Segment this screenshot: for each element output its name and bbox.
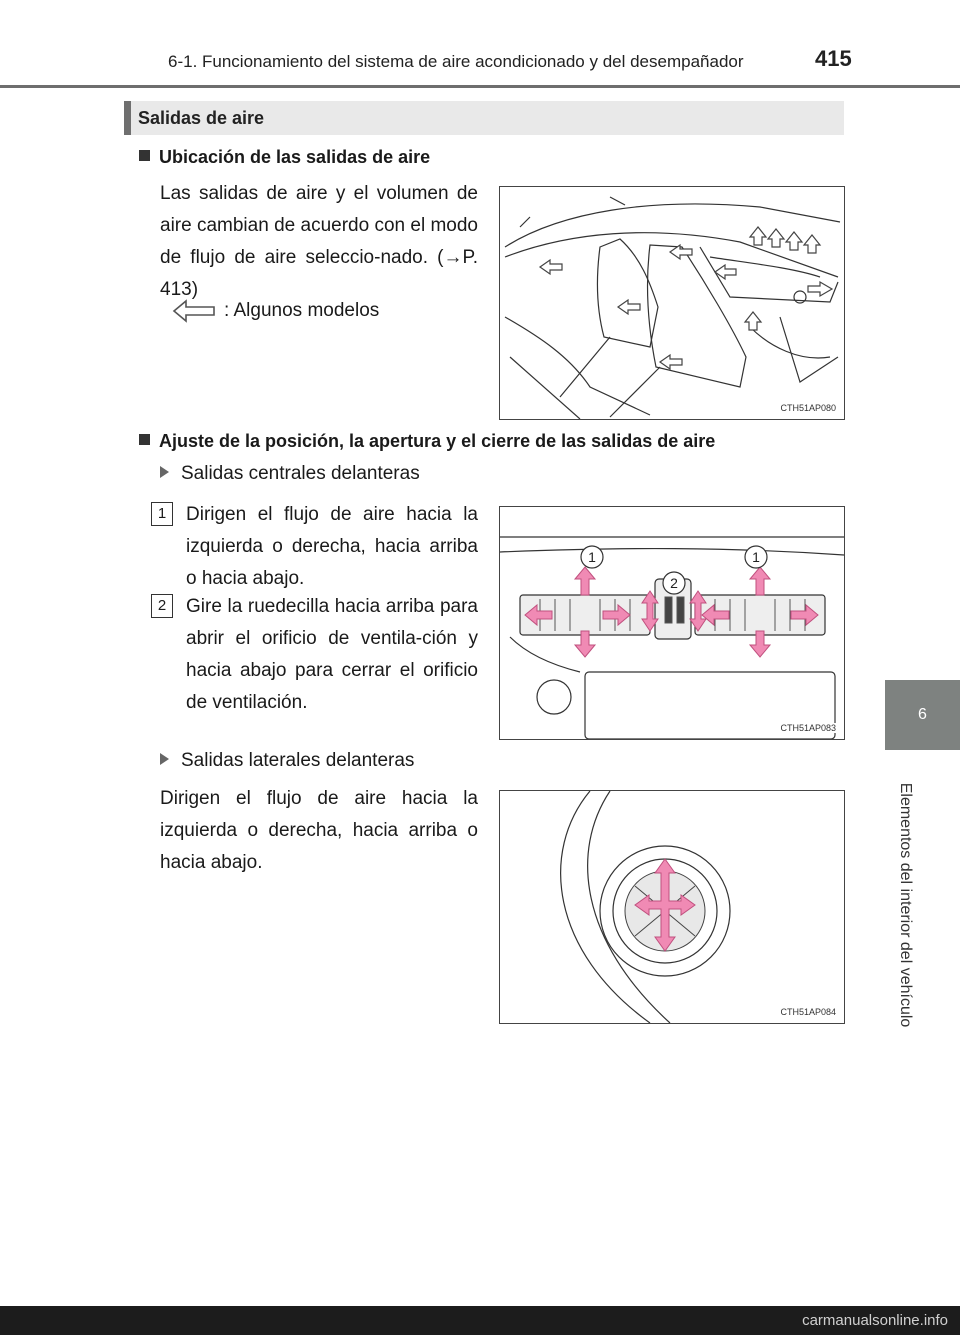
central-item-2-text: Gire la ruedecilla hacia arriba para abrir el orificio de ventila-ción y hacia abajo para cerrar el orificio de ventilación. (186, 596, 478, 713)
header-title: 6-1. Funcionamiento del sistema de aire acondicionado y del desempañador (168, 52, 744, 71)
chapter-title: Elementos del interior del vehículo (897, 782, 914, 1028)
chapter-number: 6 (918, 706, 927, 723)
figure-central-vents (499, 506, 845, 740)
item-number-1: 1 (151, 502, 173, 526)
square-bullet-icon (139, 434, 150, 445)
bullet-lateral: Salidas laterales delanteras (160, 750, 414, 772)
callout-1-left: 1 (588, 549, 596, 565)
chapter-title-vertical (878, 760, 932, 1050)
lateral-vent-illustration (500, 791, 844, 1023)
figure-car-interior (499, 186, 845, 420)
legend-arrow-icon (172, 298, 216, 329)
car-interior-illustration (500, 187, 844, 419)
subheading-location: Ubicación de las salidas de aire (139, 147, 430, 168)
triangle-bullet-icon (160, 753, 169, 765)
callout-2: 2 (670, 575, 678, 591)
chapter-tab (885, 680, 960, 750)
triangle-bullet-icon (160, 466, 169, 478)
figure-code: CTH51AP080 (780, 403, 836, 413)
legend-text: : Algunos modelos (224, 300, 380, 321)
subheading-adjust: Ajuste de la posición, la apertura y el cierre de las salidas de aire (139, 431, 715, 452)
item-number-2: 2 (151, 594, 173, 618)
section-title: Salidas de aire (138, 108, 265, 128)
figure-lateral-vent (499, 790, 845, 1024)
location-body: Las salidas de aire y el volumen de aire cambian de acuerdo con el modo de flujo de aire seleccio-nado. (→P. 413) (160, 183, 478, 300)
central-vents-illustration (500, 507, 844, 739)
page-number: 415 (815, 46, 852, 71)
section-header (124, 101, 844, 135)
header-divider (0, 85, 960, 88)
bullet-central: Salidas centrales delanteras (160, 463, 420, 485)
figure-code: CTH51AP084 (780, 1007, 836, 1017)
callout-1-right: 1 (752, 549, 760, 565)
figure-code: CTH51AP083 (780, 723, 836, 733)
central-item-1-text: Dirigen el flujo de aire hacia la izquierda o derecha, hacia arriba o hacia abajo. (186, 504, 478, 589)
footer-watermark (0, 1306, 960, 1335)
section-accent (124, 101, 131, 135)
watermark-text: carmanualsonline.info (802, 1312, 948, 1329)
square-bullet-icon (139, 150, 150, 161)
lateral-body: Dirigen el flujo de aire hacia la izquierda o derecha, hacia arriba o hacia abajo. (160, 788, 478, 873)
